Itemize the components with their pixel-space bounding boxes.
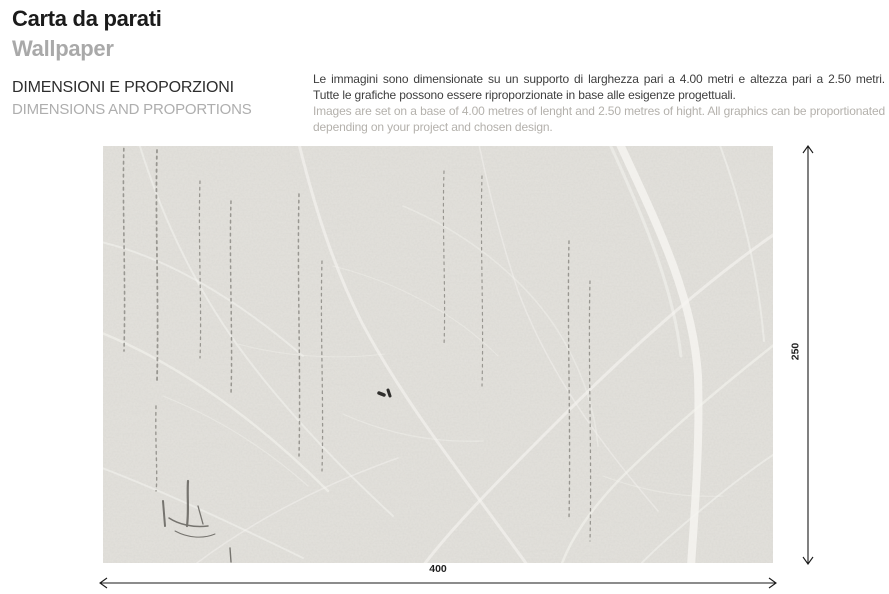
- section-title-translation: DIMENSIONS AND PROPORTIONS: [12, 101, 252, 118]
- description-block: [313, 71, 885, 135]
- description-en-line2: depending on your project and chosen design.: [313, 120, 553, 134]
- section-title: DIMENSIONI E PROPORZIONI: [12, 79, 234, 96]
- leaf-texture-graphic: [103, 146, 773, 563]
- width-dimension-arrow-icon: [95, 576, 781, 590]
- description-it-line1: Le immagini sono dimensionate su un supporto di larghezza pari a 4.00 metri e altezza pari a 2.50 metri.: [313, 72, 885, 86]
- width-dimension-label: 400: [429, 563, 447, 575]
- description-it-line2: Tutte le grafiche possono essere riproporzionate in base alle esigenze progettuali.: [313, 88, 736, 102]
- page-title-translation: Wallpaper: [12, 36, 114, 61]
- description-en-line1: Images are set on a base of 4.00 metres of lenght and 2.50 metres of hight. All graphics can be proportionated: [313, 104, 885, 118]
- page-title: Carta da parati: [12, 6, 162, 31]
- height-dimension-label: 250: [789, 342, 802, 361]
- wallpaper-sample-image: [103, 146, 773, 563]
